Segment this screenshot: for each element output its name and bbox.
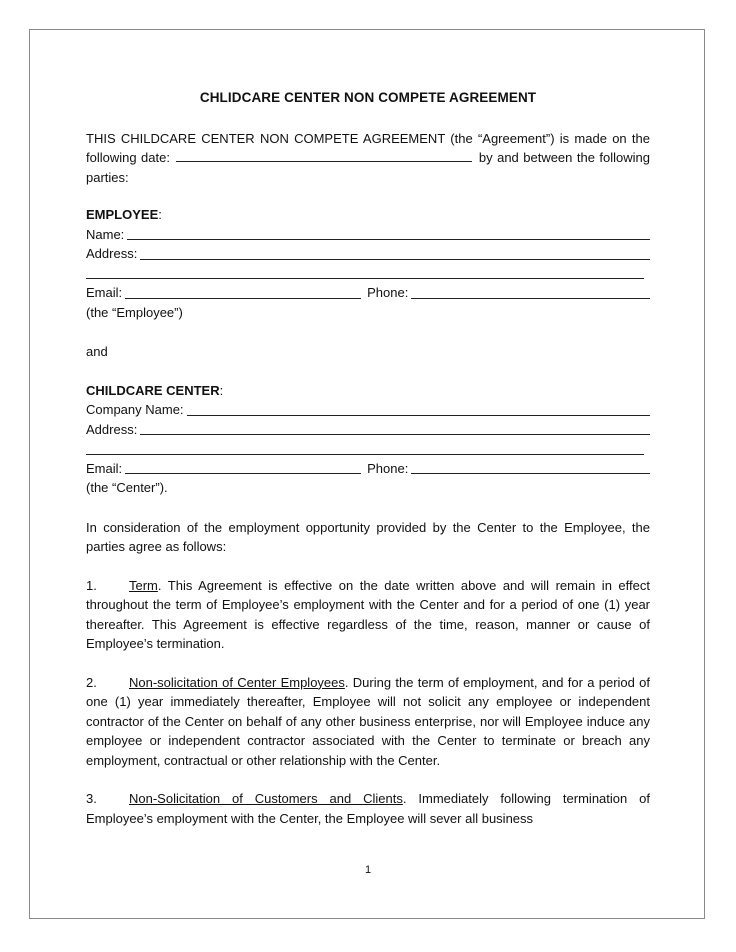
intro-text-1: THIS CHILDCARE CENTER NON COMPETE AGREEMENT (the “Agreement”) is made on the following date:: [86, 130, 650, 165]
employee-email-label: Email:: [86, 285, 123, 300]
center-heading-text: CHILDCARE CENTER: [86, 382, 220, 398]
employee-phone-field[interactable]: [411, 298, 650, 299]
center-address-label: Address:: [86, 421, 138, 437]
and-text: and: [86, 344, 108, 359]
employee-heading: [86, 205, 650, 225]
employee-contact-row: [86, 283, 650, 303]
agreement-date-field[interactable]: [176, 150, 472, 162]
document-title: CHLIDCARE CENTER NON COMPETE AGREEMENT: [199, 90, 537, 105]
page-number: 1: [364, 864, 372, 876]
employee-designation: (the “Employee”): [86, 304, 183, 320]
center-contact-row: [86, 459, 650, 479]
employee-heading-colon: :: [158, 207, 162, 222]
center-address-field[interactable]: [140, 434, 650, 435]
clause-number: 2.: [86, 674, 97, 690]
employee-name-label: Name:: [86, 226, 125, 242]
center-heading: [86, 381, 650, 401]
center-heading-colon: :: [219, 382, 224, 398]
intro-paragraph: [86, 129, 650, 188]
center-email-label: Email:: [86, 460, 123, 476]
clause-body: . During the term of employment, and for a period of one (1) year immediately thereafter, Employee will not solicit any employee or independent contractor of the Center on behalf of any other business enterprise, nor will Employee induce any employee or independent contractor associated with the Center to terminate or breach any employment, contractual or other relationship with the Center.: [86, 674, 650, 768]
consideration-paragraph: In consideration of the employment opportunity provided by the Center to the Employee, the parties agree as follows:: [86, 519, 650, 554]
clause-term: [86, 576, 650, 654]
company-name-row: [86, 400, 650, 420]
clause-heading: Term: [129, 577, 158, 593]
intro-text-2: by and between the following parties:: [86, 150, 650, 185]
employee-name-field[interactable]: [127, 239, 650, 240]
clause-heading: Non-Solicitation of Customers and Clients: [129, 791, 403, 806]
employee-address-label: Address:: [86, 246, 138, 261]
employee-address-row: [86, 244, 650, 264]
center-address-row: [86, 420, 650, 440]
document-body: [86, 88, 650, 828]
center-email-field[interactable]: [125, 473, 361, 474]
employee-address-line-2[interactable]: [86, 264, 650, 284]
clause-body: . Immediately following termination of Employee’s employment with the Center, the Employee will sever all business: [86, 791, 651, 826]
employee-email-field[interactable]: [125, 298, 361, 299]
center-phone-label: Phone:: [367, 460, 409, 476]
company-name-field[interactable]: [187, 415, 650, 416]
clause-body: . This Agreement is effective on the date written above and will remain in effect throughout the term of Employee’s employment with the Center and for a period of one (1) year thereafter. This Agreement is effective regardless of the time, reason, manner or cause of Employee’s termination.: [86, 577, 650, 651]
clause-number: 1.: [86, 577, 97, 593]
clause-heading: Non-solicitation of Center Employees: [129, 674, 345, 690]
clause-non-solicitation-employees: [86, 673, 650, 771]
center-phone-field[interactable]: [411, 473, 650, 474]
center-address-line-2[interactable]: [86, 439, 650, 459]
clause-number: 3.: [86, 791, 97, 806]
employee-name-row: [86, 225, 650, 245]
employee-address-field[interactable]: [140, 259, 650, 260]
clause-non-solicitation-customers: [86, 789, 650, 828]
company-name-label: Company Name:: [86, 402, 184, 417]
center-designation: (the “Center”).: [86, 480, 168, 495]
employee-phone-label: Phone:: [367, 285, 409, 300]
employee-heading-text: EMPLOYEE: [86, 207, 159, 222]
